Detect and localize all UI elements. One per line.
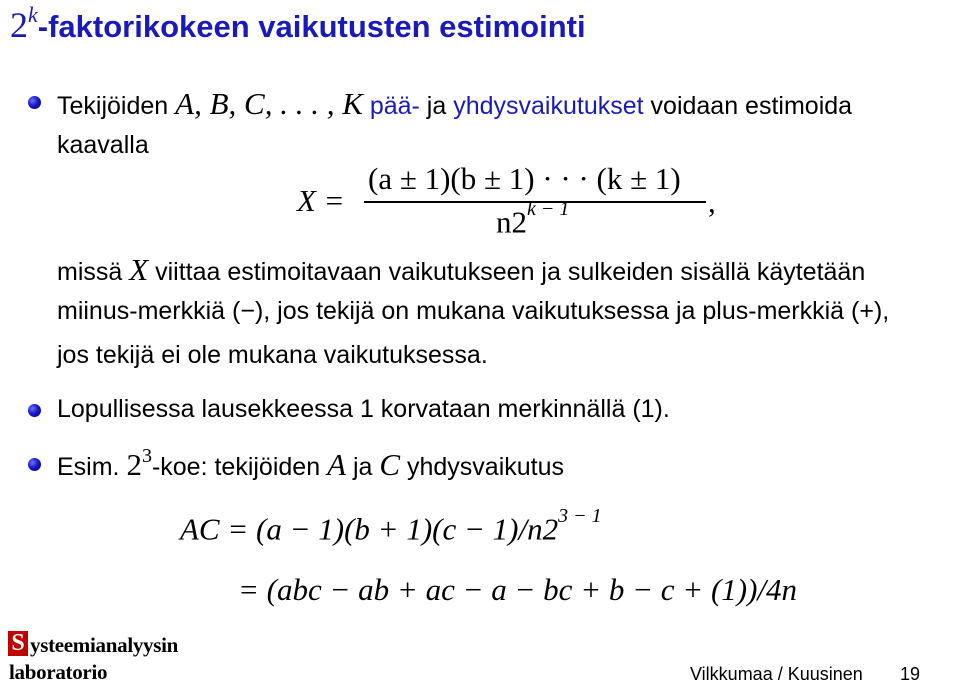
- bullet-icon: [28, 404, 41, 417]
- para-line1: [57, 252, 865, 288]
- para-text-a: missä: [57, 258, 130, 286]
- bullet3-text-d: yhdysvaikutus: [400, 453, 565, 481]
- logo-s-icon: S: [8, 631, 28, 656]
- bullet3-factor-c: C: [379, 447, 401, 482]
- bullet3-factor-a: A: [327, 447, 346, 482]
- bullet3-base: 2: [126, 447, 142, 482]
- para-line2: miinus-merkkiä (−), jos tekijä on mukana vaikutuksessa ja plus-merkkiä (+),: [57, 297, 890, 325]
- para-line3: jos tekijä ei ole mukana vaikutuksessa.: [57, 341, 488, 369]
- formula-lhs-text: X =: [297, 183, 345, 218]
- title-exponent: k: [28, 1, 38, 27]
- bullet1-line1: [57, 86, 852, 122]
- formula-den-exp: k − 1: [527, 198, 570, 220]
- bullet1-interaction-effects: yhdysvaikutukset: [453, 92, 644, 120]
- bullet1-text-c: voidaan estimoida: [643, 92, 853, 120]
- bullet-icon: [28, 458, 41, 471]
- slide-title: [10, 1, 586, 46]
- bullet1-line2: kaavalla: [57, 131, 149, 159]
- logo-line2: laboratorio: [9, 660, 108, 684]
- formula-denominator: [496, 198, 570, 240]
- page-number: 19: [900, 664, 921, 684]
- footer-authors: Vilkkumaa / Kuusinen: [690, 664, 863, 684]
- para-text-b: viittaa estimoitavaan vaikutukseen ja sulkeiden sisällä käytetään: [148, 258, 866, 286]
- title-base: 2: [10, 5, 28, 45]
- formula-lhs: [297, 183, 345, 219]
- para-math-x: X: [129, 252, 149, 287]
- title-text: -faktorikokeen vaikutusten estimointi: [37, 9, 586, 44]
- bullet3-text-c: ja: [346, 453, 380, 481]
- bullet1-main-effects: pää-: [362, 92, 420, 120]
- equation-expanded: = (abc − ab + ac − a − bc + b − c + (1))/4n: [238, 572, 798, 607]
- bullet3-text: [57, 444, 565, 483]
- formula-numerator: (a ± 1)(b ± 1) · · · (k ± 1): [368, 161, 681, 196]
- bullet3-text-b: -koe: tekijöiden: [151, 453, 328, 481]
- bullet3-text-a: Esim.: [57, 453, 127, 481]
- bullet3-exp: 3: [141, 444, 152, 467]
- equation-ac-exp: 3 − 1: [558, 505, 602, 527]
- bullet1-text-a: Tekijöiden: [57, 92, 176, 120]
- formula-den-base: n2: [496, 204, 527, 240]
- bullet2-text: Lopullisessa lausekkeessa 1 korvataan merkinnällä (1).: [57, 395, 670, 423]
- equation-ac-main: AC = (a − 1)(b + 1)(c − 1)/n2: [180, 511, 559, 547]
- logo-line1: ysteemianalyysin: [30, 633, 179, 657]
- bullet1-text-b: ja: [419, 92, 454, 120]
- bullet-icon: [28, 96, 41, 109]
- formula-comma: ,: [708, 184, 716, 219]
- equation-ac: [180, 505, 602, 547]
- bullet1-factors-math: A, B, C, . . . , K: [175, 86, 363, 121]
